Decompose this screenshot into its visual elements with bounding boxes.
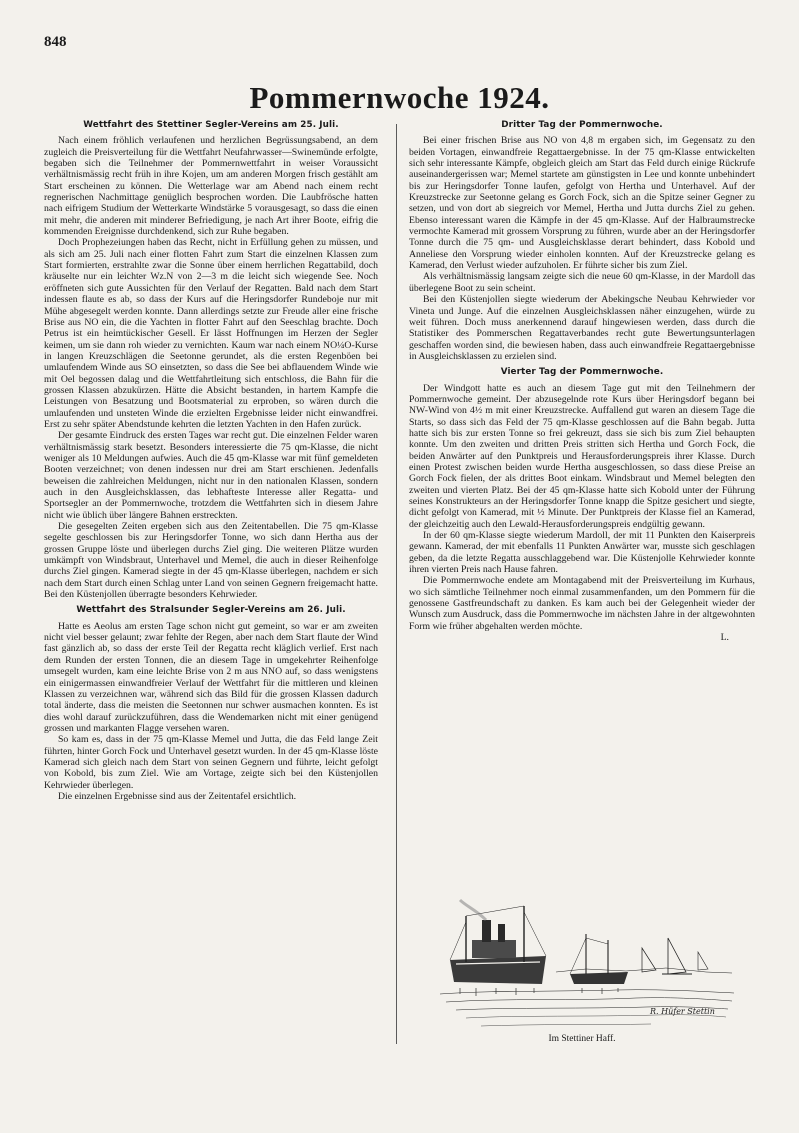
artist-signature: R. Hüfer Stettin — [650, 1007, 715, 1016]
right-column — [409, 120, 755, 643]
left-column — [44, 120, 378, 802]
paragraph: Hatte es Aeolus am ersten Tage schon nicht gut gemeint, so war er am zweiten nicht viel besser gelaunt; zwar fehlte der Regen, aber nach dem Start flaute der Wind fast gänzlich ab, so dass der erste Teil der Regatta recht kläglich verlief. Erst nach dem Runden der ersten Tonnen, die an diesem Tage in umgekehrter Reihenfolge umsegelt wurden, kam eine leichte Brise von 2 m aus NNO auf, so dass wenigstens ein einigermassen einwandfreier Verlauf der Wettfahrt für die mittleren und kleinen Klassen zu verzeichnen war, während sich das Bild für die grossen Klassen dadurch total änderte, dass die meisten die Seetonnen nur schwer ausmachen konnten. Es ist dies wohl darauf zurückzuführen, dass die Wendemarken nicht mit einer genügend grossen und markanten Flagge versehen waren. — [44, 620, 378, 734]
page-number: 848 — [44, 34, 67, 50]
paragraph: In der 60 qm-Klasse siegte wiederum Mardoll, der mit 11 Punkten den Kaiserpreis gewann. Kamerad, der mit ebenfalls 11 Punkten Anwärter war, musste sich geschlagen geben, da die letzte Regatta ausschlaggebend war. Die Küstenjolle Kehrwieder konnte ihren vierten Preis nach Hause fahren. — [409, 530, 755, 576]
column-divider — [396, 124, 397, 1044]
paragraph: Die Pommernwoche endete am Montagabend mit der Preisverteilung im Kurhaus, wo sich sämtliche Teilnehmer noch einmal zusammenfanden, um den Pommern für die genossene Gastfreundschaft zu danken. Es kam auch bei der Gelegenheit wieder der Wunsch zum Ausdruck, dass die Pommernwoche im nächsten Jahre in der altgewohnten Form wie früher abgehalten werden möchte. — [409, 575, 755, 632]
paragraph: Die einzelnen Ergebnisse sind aus der Zeitentafel ersichtlich. — [58, 790, 297, 802]
figure-caption: Im Stettiner Haff. — [548, 1034, 616, 1044]
paragraph: So kam es, dass in der 75 qm-Klasse Memel und Jutta, die das Feld lange Zeit führten, hinter Gorch Fock und Unterhavel gesetzt wurden. In der 45 qm-Klasse löste Kamerad sich gleich nach dem Start von seinen Gegnern und führte, leicht gefolgt von Kobold, bis zum Ziel. Wie am Vortage, zeigte sich bei den Küstenjollen Kehrwieder überlegen. — [44, 734, 378, 791]
paragraph: Der gesamte Eindruck des ersten Tages war recht gut. Die einzelnen Felder waren verhältnismässig stark besetzt. Besonders interessierte die 75 qm-Klasse, die nicht weniger als 10 Meldungen aufwies. Auch die 45 qm-Klasse war mit fünf gemeldeten Booten verzeichnet; von denen indessen nur drei am Start erschienen. Jedenfalls beweisen die zahlreichen Meldungen, nicht nur in den nationalen Klassen, sondern auch in den Ausgleichsklassen, das lebhafteste Interesse aller Regatta- und Sportsegler an der Pommernwoche, trotzdem die Wettfahrten sich in diesem Jahre nicht wie üblich über längere Bahnen erstreckten. — [44, 430, 378, 521]
paragraph: Nach einem fröhlich verlaufenen und herzlichen Begrüssungsabend, an dem zugleich die Preisverteilung für die Wettfahrt Neufahrwasser—Swinemünde erfolgte, begaben sich die Teilnehmer der Pommernwettfahrt in weiser Voraussicht verhältnismässig recht früh in ihre Kojen, um am anderen Morgen frisch gestählt am Start erscheinen zu können. Die Wetterlage war am Abend nach einem recht regnerischen Nachmittage genüglich besprochen worden. Die Laubfrösche hatten nach eifrigem Studium der Wetterkarte Windstärke 5 vorausgesagt, so dass die einen mit mehr, die anderen mit minderer Befriedigung, je nach Art ihrer Boote, eifrig die kommenden Ereignisse durchdenkend, sich zur Ruhe begaben. — [44, 135, 378, 238]
page-title: Pommernwoche 1924. — [249, 80, 550, 115]
paragraph: Die gesegelten Zeiten ergeben sich aus den Zeitentabellen. Die 75 qm-Klasse segelte geschlossen bis zur Heringsdorfer Tonne, wo sich dann Hertha aus der grossen Gruppe löste und überlegen durchs Ziel ging. Die weiteren Plätze wurden umkämpft von Windsbraut, Unterhavel und Memel, die auch in dieser Reihenfolge durchs Ziel gingen. Kamerad siegte in der 45 qm-Klasse überlegen, nachdem er sich nach dem Start durch einen Schlag unter Land von seinen Gegnern freigemacht hatte. Bei den Küstenjollen überragte besonders Kehrwieder. — [44, 521, 378, 601]
ship-illustration — [436, 876, 738, 1046]
paragraph: Bei einer frischen Brise aus NO von 4,8 m ergaben sich, im Gegensatz zu den beiden Vortagen, einwandfreie Regattaergebnisse. In der 75 qm-Klasse entwickelten sich sehr interessante Kämpfe, obgleich gleich am Start das Feld durch einige Rückrufe auseinandergerissen war; Memel startete am günstigsten in Lee und konnte unbehindert bis zur Heringsdorfer Tonne laufen, gefolgt von Hertha und Unterhavel. Auf der Kreuzstrecke zur Seetonne gelang es Gorch Fock, sich an die Spitze seiner Gegner zu setzen, und von dort ab siegreich vor Memel, Hertha und Jutta durchs Ziel zu gehen. Ebenso interessant waren die Kämpfe in der 45 qm-Klasse. Auf der Halbraumstrecke vermochte Kamerad mit grossem Vorsprung zu führen, wurde aber an der Heringsdorfer Tonne durch die 75 qm- und Ausgleichsklasse derart behindert, dass Kobold und Anneliese den Vorsprung wieder einholen konnten. Auf der Kreuzstrecke gelang es Kamerad, den Verlust wieder aufzuholen. Er führte sicher bis zum Ziel. — [409, 135, 755, 272]
paragraph: Als verhältnismässig langsam zeigte sich die neue 60 qm-Klasse, in der Mardoll das überlegene Boot zu sein scheint. — [409, 271, 755, 294]
section-heading: Wettfahrt des Stralsunder Segler-Vereins am 26. Juli. — [76, 605, 346, 616]
section-heading: Dritter Tag der Pommernwoche. — [501, 120, 663, 130]
author-signoff: L. — [720, 632, 729, 644]
paragraph: Doch Prophezeiungen haben das Recht, nicht in Erfüllung gehen zu müssen, und als sich am 25. Juli nach einer flotten Fahrt zum Start die einzelnen Klassen zum Start formierten, erstrahlte zwar die Sonne über einem herrlichen Regattabild, doch kräuselte nur ein leichter Wz.N von 2—3 m die leicht sich wiegende See. Noch eröffneten sich gute Aussichten für den Verlauf der Regatten. Bald nach dem Start indessen flaute es ab, so dass der Kurs auf die Heringsdorfer Rundeboje nur mit Mühe abgesegelt werden konnte. Dann allerdings setzte zur Freude aller eine frische Brise aus NO ein, die die Yachten in flotter Fahrt auf den Seeschlag brachte. Doch Petrus ist ein heimtückischer Gesell. Er lässt Hoffnungen im Herzen der Segler keimen, um sie dann roh wieder zu vernichten. Kaum war nach einem NO¼O-Kurse in langen Kreuzschlägen die Seetonne gerundet, als die ersten Regenböen bei umlaufendem Winde aus SO einsetzten, so dass die See bei abflauendem Winde wie mit Oel begossen dalag und die Wettfahrtleitung sich entschloss, die Bahn für die grossen Klassen abzukürzen. Hätte die Absicht bestanden, in hartem Kampfe die Leistungen von Besatzung und Bootsmaterial zu erproben, so wären durch die umlaufenden und unsteten Winde die erzielten Ergebnisse leider nicht einwandfrei. Erst zu sehr später Abendstunde kehrten die letzten Yachten in den Hafen zurück. — [44, 237, 378, 430]
section-heading: Vierter Tag der Pommernwoche. — [500, 367, 664, 378]
paragraph: Bei den Küstenjollen siegte wiederum der Abekingsche Neubau Kehrwieder vor Vineta und Junge. Auf die einzelnen Ausgleichsklassen näher einzugehen, würde zu weit führen. Doch muss anerkennend darauf hingewiesen werden, dass durch die Statistiker des Pommerschen Regattaverbandes recht gute Bewertungsunterlagen geschaffen worden sind, die bewiesen haben, dass auch einwandfreie Regattaergebnisse in Ausgleichsklassen zu erzielen sind. — [409, 294, 755, 362]
paragraph: Der Windgott hatte es auch an diesem Tage gut mit den Teilnehmern der Pommernwoche gemeint. Der abzusegelnde rote Kurs über Heringsdorf begann bei NW-Wind von 4½ m mit einer Kreuzstrecke. Auffallend gut waren an diesem Tage die Starts, so dass sich das Feld der 75 qm-Klasse geschlossen auf die Bahn begab. Jutta hatte sich bis zur ersten Tonne so frei gekreuzt, dass sie sich bis zum Ziel behaupten konnte. Um den zweiten und dritten Preis stritten sich Hertha und Gorch Fock, die beiden Anwärter auf den Punktpreis und Herausforderungspreis ihrer Klasse. Durch einen Protest zwischen beiden wurde Hertha ausgeschlossen, so dass diese Preise an Gorch Fock fielen, der als drittes Boot einkam. Windsbraut und Memel belegten den zweiten und vierten Platz. Bei der 45 qm-Klasse hatte sich Kobold unter der Führung seines Konstrukteurs an der Heringsdorfer Tonne knapp die Spitze gesichert und siegte, dicht gefolgt von Kamerad, mit ½ Minute. Der Punktpreis der Klasse fiel an Kamerad, der gleichzeitig auch den Lewald-Herausforderungspreis endgültig gewann. — [409, 382, 755, 530]
section-heading: Wettfahrt des Stettiner Segler-Vereins am 25. Juli. — [83, 120, 339, 130]
